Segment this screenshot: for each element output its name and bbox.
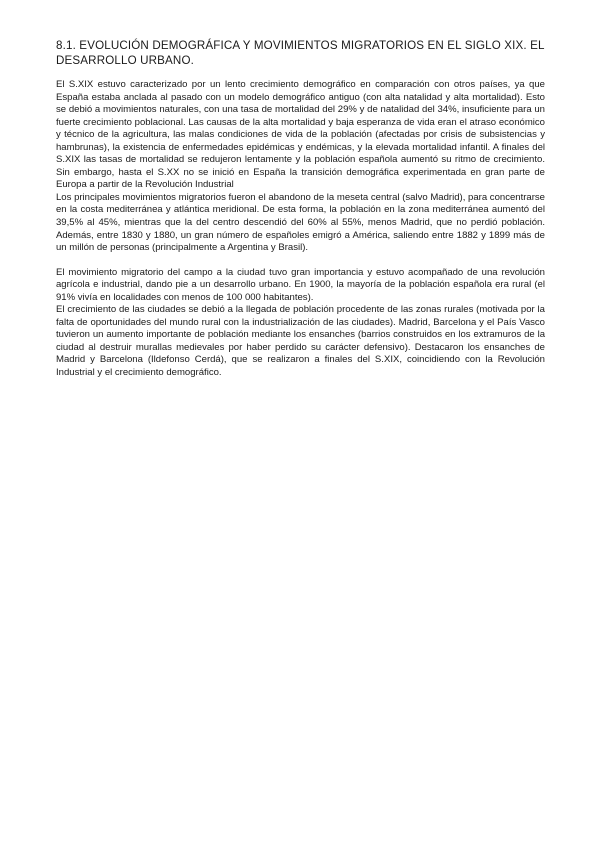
section-title: 8.1. EVOLUCIÓN DEMOGRÁFICA Y MOVIMIENTOS MIGRATORIOS EN EL SIGLO XIX. EL DESARROLLO URBANO. — [56, 39, 545, 67]
document-page — [56, 38, 545, 380]
paragraph-migratory-movements: Los principales movimientos migratorios fueron el abandono de la meseta central (salvo Madrid), para concentrarse en la costa mediterránea y atlántica meridional. De esta forma, la población en la zona mediterránea aumentó del 39,5% al 45%, mientras que la del centro descendió del 60% al 55%, menos Madrid, que no perdió población. Además, entre 1830 y 1880, un gran número de españoles emigró a América, saliendo entre 1882 y 1899 más de un millón de personas (principalmente a Argentina y Brasil). — [56, 191, 545, 254]
paragraph-city-growth: El crecimiento de las ciudades se debió a la llegada de población procedente de las zonas rurales (motivada por la falta de oportunidades del mundo rural con la industrialización de las ciudades). Madrid, Barcelona y el País Vasco tuvieron un aumento importante de población mediante los ensanches (barrios construidos en los extramuros de la ciudad al destruir murallas medievales por haber perdido su carácter defensivo). Destacaron los ensanches de Madrid y Barcelona (Ildefonso Cerdá), que se realizaron a finales del S.XIX, coincidiendo con la Revolución Industrial y el crecimiento demográfico. — [56, 304, 545, 379]
paragraph-rural-urban-migration: El movimiento migratorio del campo a la ciudad tuvo gran importancia y estuvo acompañado de una revolución agrícola e industrial, dando pie a un desarrollo urbano. En 1900, la mayoría de la población española era rural (el 91% vivía en localidades con menos de 100 000 habitantes). — [56, 266, 545, 303]
paragraph-demographic-evolution: El S.XIX estuvo caracterizado por un lento crecimiento demográfico en comparación con otros países, ya que España estaba anclada al pasado con un modelo demográfico antiguo (con alta natalidad y alta mortalidad). Esto se debió a movimientos naturales, con una tasa de mortalidad del 29% y de natalidad del 34%, insuficiente para un fuerte crecimiento poblacional. Las causas de la alta mortalidad y baja esperanza de vida eran el atraso económico y técnico de la agricultura, las malas condiciones de vida de la población (afectadas por crisis de subsistencias y hambrunas), la existencia de enfermedades epidémicas y endémicas, y la elevada mortalidad infantil. A finales del S.XIX las tasas de mortalidad se redujeron lentamente y la población española aumentó su ritmo de crecimiento. Sin embargo, hasta el S.XX no se inició en España la transición demográfica experimentada en gran parte de Europa a partir de la Revolución Industrial — [56, 79, 545, 191]
